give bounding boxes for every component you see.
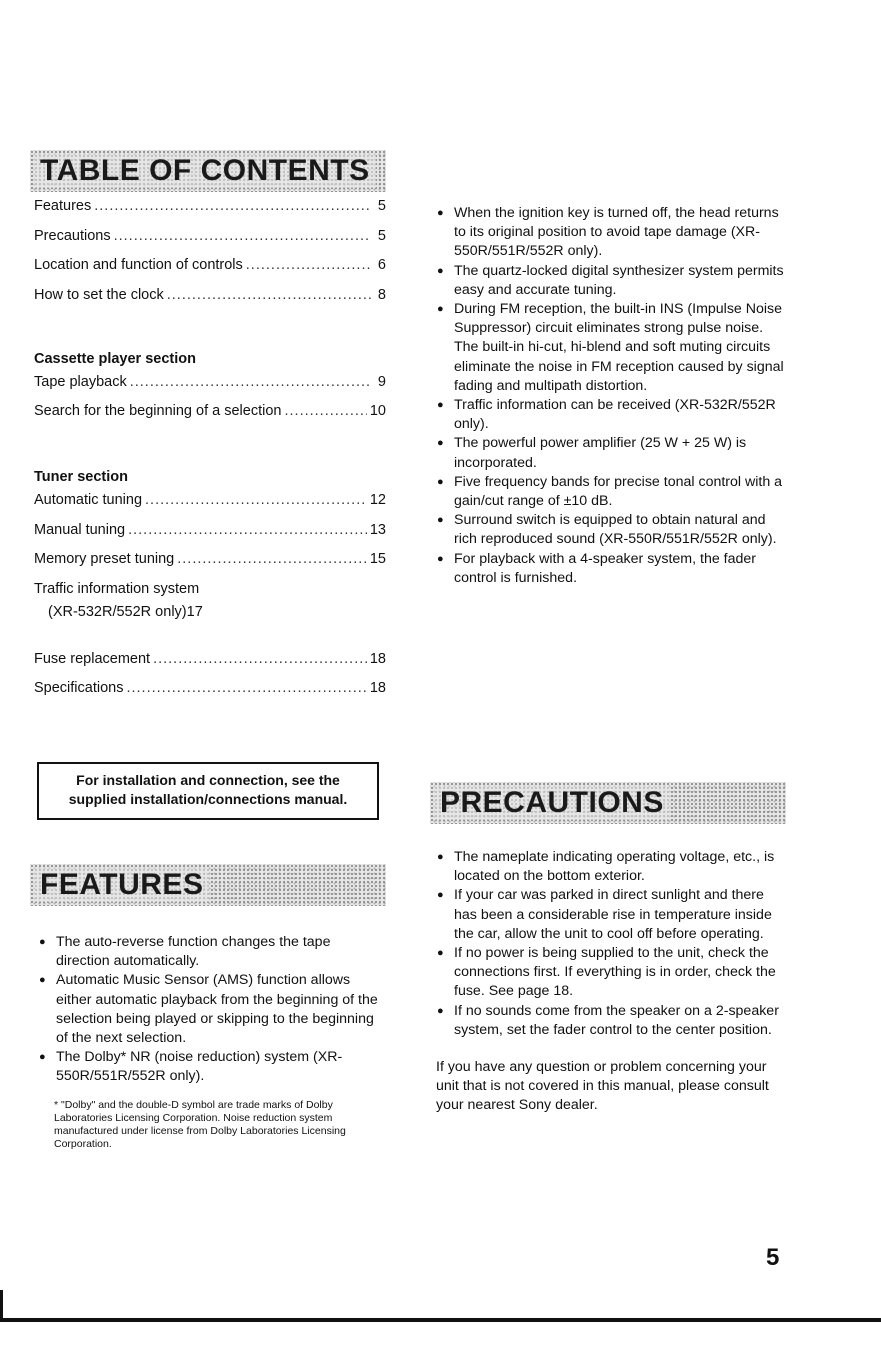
- table-of-contents: [34, 198, 386, 710]
- toc-heading-tuner: Tuner section: [34, 469, 128, 486]
- feature-item: ● For playback with a 4-speaker system, the fader control is furnished.: [436, 550, 786, 588]
- precautions-column: [436, 848, 786, 1116]
- bottom-edge-rule: [0, 1318, 881, 1322]
- precaution-item: ● If your car was parked in direct sunlight and there has been a considerable rise in temperature inside the car, allow the unit to cool off before operating.: [436, 886, 786, 944]
- toc-entry[interactable]: [34, 492, 386, 522]
- features-title: FEATURES: [34, 868, 209, 902]
- toc-entry[interactable]: [34, 680, 386, 710]
- toc-leader-dots: [145, 492, 367, 508]
- toc-entry-page: 5: [377, 198, 386, 214]
- toc-entry[interactable]: [34, 198, 386, 228]
- toc-entry-page: 5: [377, 227, 386, 244]
- feature-item: ● Five frequency bands for precise tonal control with a gain/cut range of ±10 dB.: [436, 473, 786, 511]
- feature-item: ● Surround switch is equipped to obtain natural and rich reproduced sound (XR-550R/551R/552R only).: [436, 511, 786, 549]
- toc-entry-label: Location and function of controls: [34, 257, 243, 273]
- toc-leader-dots: [126, 680, 366, 696]
- precautions-title: PRECAUTIONS: [434, 786, 670, 820]
- dolby-footnote: * "Dolby" and the double-D symbol are trade marks of Dolby Laboratories Licensing Corporation. Noise reduction system manufactured under license from Dolby Laboratories Licensing Corporation.: [54, 1098, 346, 1150]
- toc-leader-dots: [284, 403, 366, 419]
- toc-entry[interactable]: [34, 651, 386, 681]
- toc-entry-page: 18: [369, 650, 386, 667]
- toc-entry-label: (XR-532R/552R only): [48, 603, 187, 620]
- feature-item: ● Traffic information can be received (XR-532R/552R only).: [436, 396, 786, 434]
- toc-entry[interactable]: [34, 374, 386, 404]
- toc-entry[interactable]: [34, 287, 386, 317]
- toc-leader-dots: [94, 198, 371, 214]
- closing-paragraph: If you have any question or problem concerning your unit that is not covered in this manual, please consult your nearest Sony dealer.: [436, 1059, 769, 1114]
- toc-entry[interactable]: [34, 257, 386, 287]
- toc-entry-traffic[interactable]: [34, 581, 386, 633]
- toc-entry-label: Fuse replacement: [34, 650, 151, 667]
- toc-leader-dots: [177, 551, 367, 567]
- toc-entry-label: Automatic tuning: [34, 492, 143, 508]
- feature-item: ● When the ignition key is turned off, the head returns to its original position to avoid tape damage (XR-550R/551R/552R only).: [436, 204, 786, 262]
- toc-heading-cassette: Cassette player section: [34, 350, 196, 367]
- toc-leader-dots: [128, 522, 367, 538]
- toc-entry-page: 18: [369, 680, 386, 696]
- toc-entry-label: Manual tuning: [34, 521, 126, 538]
- feature-item: ● The auto-reverse function changes the tape direction automatically.: [38, 933, 386, 971]
- toc-entry-label: Features: [34, 198, 92, 214]
- feature-item: ● Automatic Music Sensor (AMS) function allows either automatic playback from the beginning of the selection being played or skipping to the beginning of the next selection.: [38, 971, 386, 1048]
- toc-entry[interactable]: [34, 522, 386, 552]
- toc-entry-label: Precautions: [34, 227, 111, 244]
- toc-entry[interactable]: [34, 551, 386, 581]
- toc-entry-label: Specifications: [34, 680, 124, 696]
- features-banner: [30, 864, 386, 906]
- precaution-item: ● If no sounds come from the speaker on a 2-speaker system, set the fader control to the center position.: [436, 1002, 786, 1040]
- toc-entry-page: 10: [369, 403, 386, 419]
- toc-entry-page: 8: [377, 286, 386, 303]
- toc-entry-label: Traffic information system: [34, 580, 200, 597]
- feature-item: ● The powerful power amplifier (25 W + 25 W) is incorporated.: [436, 434, 786, 472]
- toc-entry-page: 15: [369, 551, 386, 567]
- toc-entry-page: 6: [377, 257, 386, 273]
- toc-entry-label: Search for the beginning of a selection: [34, 403, 282, 419]
- precaution-item: ● The nameplate indicating operating voltage, etc., is located on the bottom exterior.: [436, 848, 786, 886]
- toc-entry-page: 17: [186, 603, 203, 620]
- feature-item: ● The Dolby* NR (noise reduction) system (XR-550R/551R/552R only).: [38, 1048, 386, 1086]
- toc-leader-dots: [167, 287, 371, 303]
- toc-banner: [30, 150, 386, 192]
- features-left-column: [38, 933, 386, 1151]
- feature-item: ● The quartz-locked digital synthesizer system permits easy and accurate tuning.: [436, 262, 786, 300]
- toc-leader-dots: [114, 228, 371, 244]
- toc-entry-page: 13: [369, 521, 386, 538]
- page-number: 5: [766, 1244, 780, 1271]
- toc-entry-page: 9: [377, 373, 386, 390]
- toc-entry-label: How to set the clock: [34, 286, 164, 303]
- feature-item: ● During FM reception, the built-in INS (Impulse Noise Suppressor) circuit eliminates strong pulse noise. The built-in hi-cut, hi-blend and soft muting circuits eliminate the noise in FM reception caused by signal fading and multipath distortion.: [436, 300, 786, 396]
- toc-leader-dots: [130, 374, 371, 390]
- toc-entry-label: Memory preset tuning: [34, 551, 175, 567]
- toc-entry[interactable]: [34, 403, 386, 433]
- precautions-banner: [430, 782, 786, 824]
- toc-entry-label: Tape playback: [34, 373, 127, 390]
- precaution-item: ● If no power is being supplied to the unit, check the connections first. If everything is in order, check the fuse. See page 18.: [436, 944, 786, 1002]
- toc-leader-dots: [153, 651, 367, 667]
- toc-entry[interactable]: [34, 228, 386, 258]
- toc-leader-dots: [246, 257, 371, 273]
- toc-entry-page: 12: [369, 492, 386, 508]
- toc-title: TABLE OF CONTENTS: [34, 154, 376, 188]
- features-right-column: [436, 204, 786, 588]
- installation-note: For installation and connection, see the supplied installation/connections manual.: [37, 762, 379, 820]
